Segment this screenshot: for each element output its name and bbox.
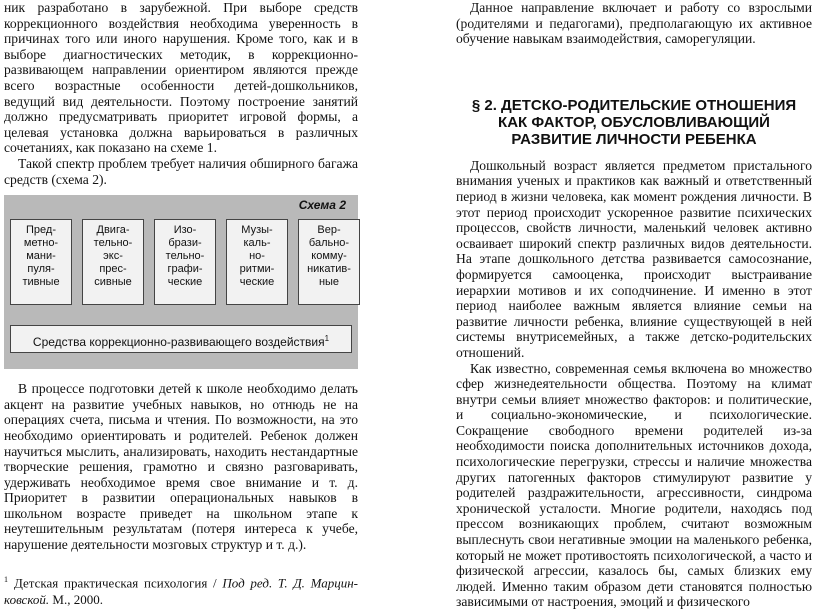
scheme-box-4: Музы- каль- но- ритми- ческие	[226, 219, 288, 305]
right-column	[456, 0, 812, 610]
footnote-mark: 1	[4, 574, 8, 584]
right-paragraph-3: Как известно, современная семья включена во множество сфер жизнедеятельности общества. Поэтому на климат внутри семьи влияет множество факторов: и политические, и социально-экономические, и психологические. Сокращение свободного времени родителей из-за необходимости поиска дополнительных источников дохода, психологические перегрузки, стрессы и наличие множества других патогенных факторов стимулируют развитие у родителей раздражительности, агрессивности, синдрома хронической усталости. Многие родители, находясь под прессом возникающих проблем, считают возможным выплеснуть свои негативные эмоции на маленького ребенка, который не может противостоять психологической, а часто и физической агрессии, казалось бы, самых близких ему людей. Именно таким образом дети становятся полностью зависимыми от настроения, эмоций и физического	[456, 360, 812, 610]
footnote-tail: М., 2000.	[49, 591, 103, 607]
left-paragraph-2: Такой спектр проблем требует наличия обширного багажа средств (схема 2).	[4, 155, 358, 187]
scheme-box-3: Изо- брази- тельно- графи- ческие	[154, 219, 216, 305]
right-paragraph-2: Дошкольный возраст является предметом пристального внимания ученых и практиков как важный и ответственный период в жизни человека, как момент рождения личности. В этот период происходит ускоренное развитие психических процессов, свойств личности, маленький человек активно осваивает широкий спектр различных видов деятельности. На этапе дошкольного детства развивается самосознание, формируется самооценка, происходит выстраивание иерархии мотивов и их соподчинение. И именно в этот период наиболее важным является влияние семьи на развитие личности ребенка, влияние существующей в ней системы внутрисемейных, а также детско-родительских отношений.	[456, 157, 812, 360]
scheme-2-figure	[4, 195, 358, 369]
scheme-title: Схема 2	[298, 198, 346, 213]
scheme-bottom-label: Средства коррекционно-развивающего воздействия	[32, 335, 325, 350]
scheme-box-2: Двига- тельно- экс- прес- сивные	[82, 219, 144, 305]
left-column	[4, 0, 358, 608]
footnote-editor: Под ред. Т. Д. Марцин-ковской.	[4, 574, 358, 607]
section-heading: § 2. ДЕТСКО-РОДИТЕЛЬСКИЕ ОТНОШЕНИЯ КАК ФАКТОР, ОБУСЛОВЛИВАЮЩИЙ РАЗВИТИЕ ЛИЧНОСТИ РЕБЕНКА	[471, 96, 797, 148]
scheme-box-5: Вер- бально- комму- никатив- ные	[298, 219, 360, 305]
left-paragraph-1: ник разработано в зарубежной. При выборе средств коррекционного воздействия необходима уверенность в причинах того или иного нарушения. Кроме того, как и в выборе диагностических методик, в коррекционно-развивающем направлении ориентиром являются прежде всего возрастные особенности детей-дошкольников, ведущий вид деятельности. Поэтому построение занятий должно предусматривать приоритет игровой формы, а целевая установка должна варьироваться в различных сочетаниях, как показано на схеме 1.	[4, 0, 358, 156]
right-paragraph-1: Данное направление включает и работу со взрослыми (родителями и педагогами), предполагающую их активное обучение навыкам взаимодействия, саморегуляции.	[456, 0, 812, 47]
footnote	[4, 571, 358, 608]
left-paragraph-3: В процессе подготовки детей к школе необходимо делать акцент на развитие учебных навыков, но отнюдь не на операциях счета, письма и чтения. По возможности, на это необходимо ориентировать и родителей. Ребенок должен научиться мыслить, анализировать, находить нестандартные творческие решения, грамотно и связно разговаривать, удерживать необходимое время свое внимание и т. д. Приоритет в развитии операциональных навыков в школьном возрасте приведет на школьном этапе к неутешительным результатам (потеря интереса к учебе, нарушение деятельности мозговых структур и т. д.).	[4, 381, 358, 553]
footnote-text: Детская практическая психология /	[14, 574, 223, 590]
scheme-footnote-mark: 1	[324, 334, 330, 344]
scheme-bottom-bar	[10, 325, 352, 353]
scheme-box-1: Пред- метно- мани- пуля- тивные	[10, 219, 72, 305]
